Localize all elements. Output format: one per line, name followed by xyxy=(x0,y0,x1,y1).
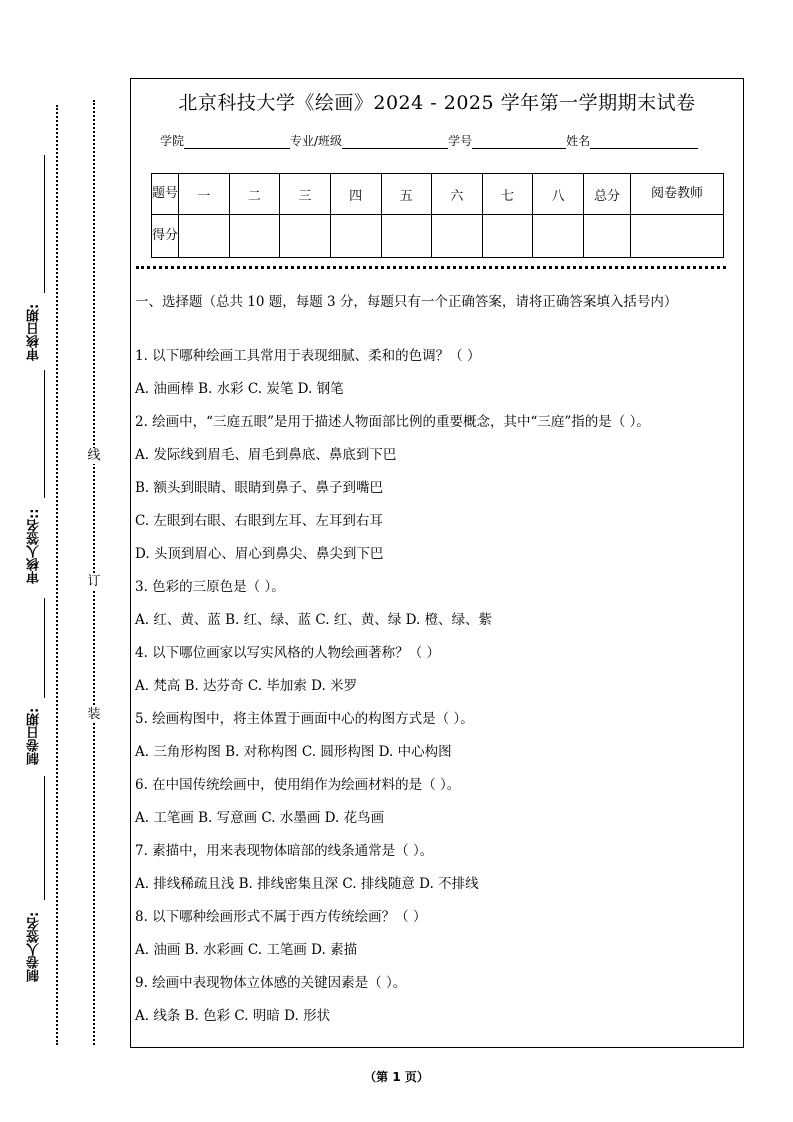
reviewer-sign-line xyxy=(44,370,45,498)
score-cell-teacher[interactable] xyxy=(631,215,724,258)
student-info-row xyxy=(160,132,698,149)
maker-sign-line xyxy=(44,776,45,900)
binding-line-char: 线 xyxy=(87,448,101,463)
col-header: 二 xyxy=(229,174,280,215)
binding-dotted-line-inner xyxy=(93,100,95,1045)
field-id-input[interactable] xyxy=(472,136,566,149)
section-intro: 一、选择题（总共 10 题，每题 3 分，每题只有一个正确答案，请将正确答案填入括号内） xyxy=(135,294,678,310)
option-line: A. 油画棒 B. 水彩 C. 炭笔 D. 钢笔 xyxy=(135,381,344,397)
field-major-label: 专业/班级 xyxy=(290,134,343,148)
question-line: 4. 以下哪位画家以写实风格的人物绘画著称？（ ） xyxy=(135,645,440,661)
option-line: A. 工笔画 B. 写意画 C. 水墨画 D. 花鸟画 xyxy=(135,810,385,826)
option-line: A. 排线稀疏且浅 B. 排线密集且深 C. 排线随意 D. 不排线 xyxy=(135,876,479,892)
score-cell[interactable] xyxy=(533,215,584,258)
score-cell[interactable] xyxy=(330,215,381,258)
option-line: C. 左眼到右眼、右眼到左耳、左耳到右耳 xyxy=(135,513,383,529)
col-header: 七 xyxy=(482,174,533,215)
col-header: 五 xyxy=(381,174,432,215)
score-cell[interactable] xyxy=(280,215,331,258)
maker-sign-label: 制卷人签名: xyxy=(27,911,42,983)
score-cell-total[interactable] xyxy=(584,215,631,258)
col-header-teacher: 阅卷教师 xyxy=(631,174,724,215)
col-header: 八 xyxy=(533,174,584,215)
col-header: 三 xyxy=(280,174,331,215)
col-header: 四 xyxy=(330,174,381,215)
option-line: A. 三角形构图 B. 对称构图 C. 圆形构图 D. 中心构图 xyxy=(135,744,452,760)
question-line: 1. 以下哪种绘画工具常用于表现细腻、柔和的色调？（ ） xyxy=(135,348,481,364)
binding-dotted-line-outer xyxy=(56,105,58,1045)
row-label-question-no: 题号 xyxy=(152,174,179,215)
field-major-input[interactable] xyxy=(342,136,448,149)
score-cell[interactable] xyxy=(381,215,432,258)
option-line: A. 红、黄、蓝 B. 红、绿、蓝 C. 红、黄、绿 D. 橙、绿、紫 xyxy=(135,612,493,628)
col-header-total: 总分 xyxy=(584,174,631,215)
question-line: 6. 在中国传统绘画中，使用绢作为绘画材料的是（ ）。 xyxy=(135,777,461,793)
review-date-label: 审核日期: xyxy=(27,303,42,361)
question-line: 8. 以下哪种绘画形式不属于西方传统绘画？（ ） xyxy=(135,909,427,925)
question-line: 7. 素描中，用来表现物体暗部的线条通常是（ ）。 xyxy=(135,843,434,859)
page-footer: （第 1 页） xyxy=(364,1070,429,1084)
field-college-label: 学院 xyxy=(160,134,185,148)
exam-title: 北京科技大学《绘画》2024 - 2025 学年第一学期期末试卷 xyxy=(178,92,696,114)
col-header: 一 xyxy=(179,174,230,215)
option-line: B. 额头到眼睛、眼睛到鼻子、鼻子到嘴巴 xyxy=(135,480,384,496)
field-name-input[interactable] xyxy=(590,136,698,149)
field-college-input[interactable] xyxy=(184,136,290,149)
score-table xyxy=(151,173,724,258)
make-date-line xyxy=(44,598,45,698)
make-date-label: 制卷日期: xyxy=(27,707,42,765)
question-line: 2. 绘画中，“三庭五眼”是用于描述人物面部比例的重要概念，其中“三庭”指的是（ ）。 xyxy=(135,414,650,430)
question-line: 9. 绘画中表现物体立体感的关键因素是（ ）。 xyxy=(135,975,407,991)
binding-order-char: 订 xyxy=(87,574,101,589)
dotted-separator xyxy=(136,266,726,269)
option-line: A. 发际线到眉毛、眉毛到鼻底、鼻底到下巴 xyxy=(135,447,397,463)
field-id-label: 学号 xyxy=(448,134,473,148)
question-section xyxy=(135,290,745,1024)
option-line: D. 头顶到眉心、眉心到鼻尖、鼻尖到下巴 xyxy=(135,546,384,562)
question-line: 5. 绘画构图中，将主体置于画面中心的构图方式是（ ）。 xyxy=(135,711,474,727)
question-line: 3. 色彩的三原色是（ ）。 xyxy=(135,579,285,595)
option-line: A. 线条 B. 色彩 C. 明暗 D. 形状 xyxy=(135,1008,331,1024)
score-cell[interactable] xyxy=(179,215,230,258)
score-cell[interactable] xyxy=(229,215,280,258)
field-name-label: 姓名 xyxy=(566,134,591,148)
reviewer-sign-label: 审核人签名:: xyxy=(27,508,42,584)
col-header: 六 xyxy=(432,174,483,215)
row-label-score: 得分 xyxy=(152,215,179,258)
score-cell[interactable] xyxy=(432,215,483,258)
option-line: A. 油画 B. 水彩画 C. 工笔画 D. 素描 xyxy=(135,942,358,958)
option-line: A. 梵高 B. 达芬奇 C. 毕加索 D. 米罗 xyxy=(135,678,358,694)
score-cell[interactable] xyxy=(482,215,533,258)
review-date-line xyxy=(44,155,45,293)
binding-bind-char: 装 xyxy=(87,707,101,722)
